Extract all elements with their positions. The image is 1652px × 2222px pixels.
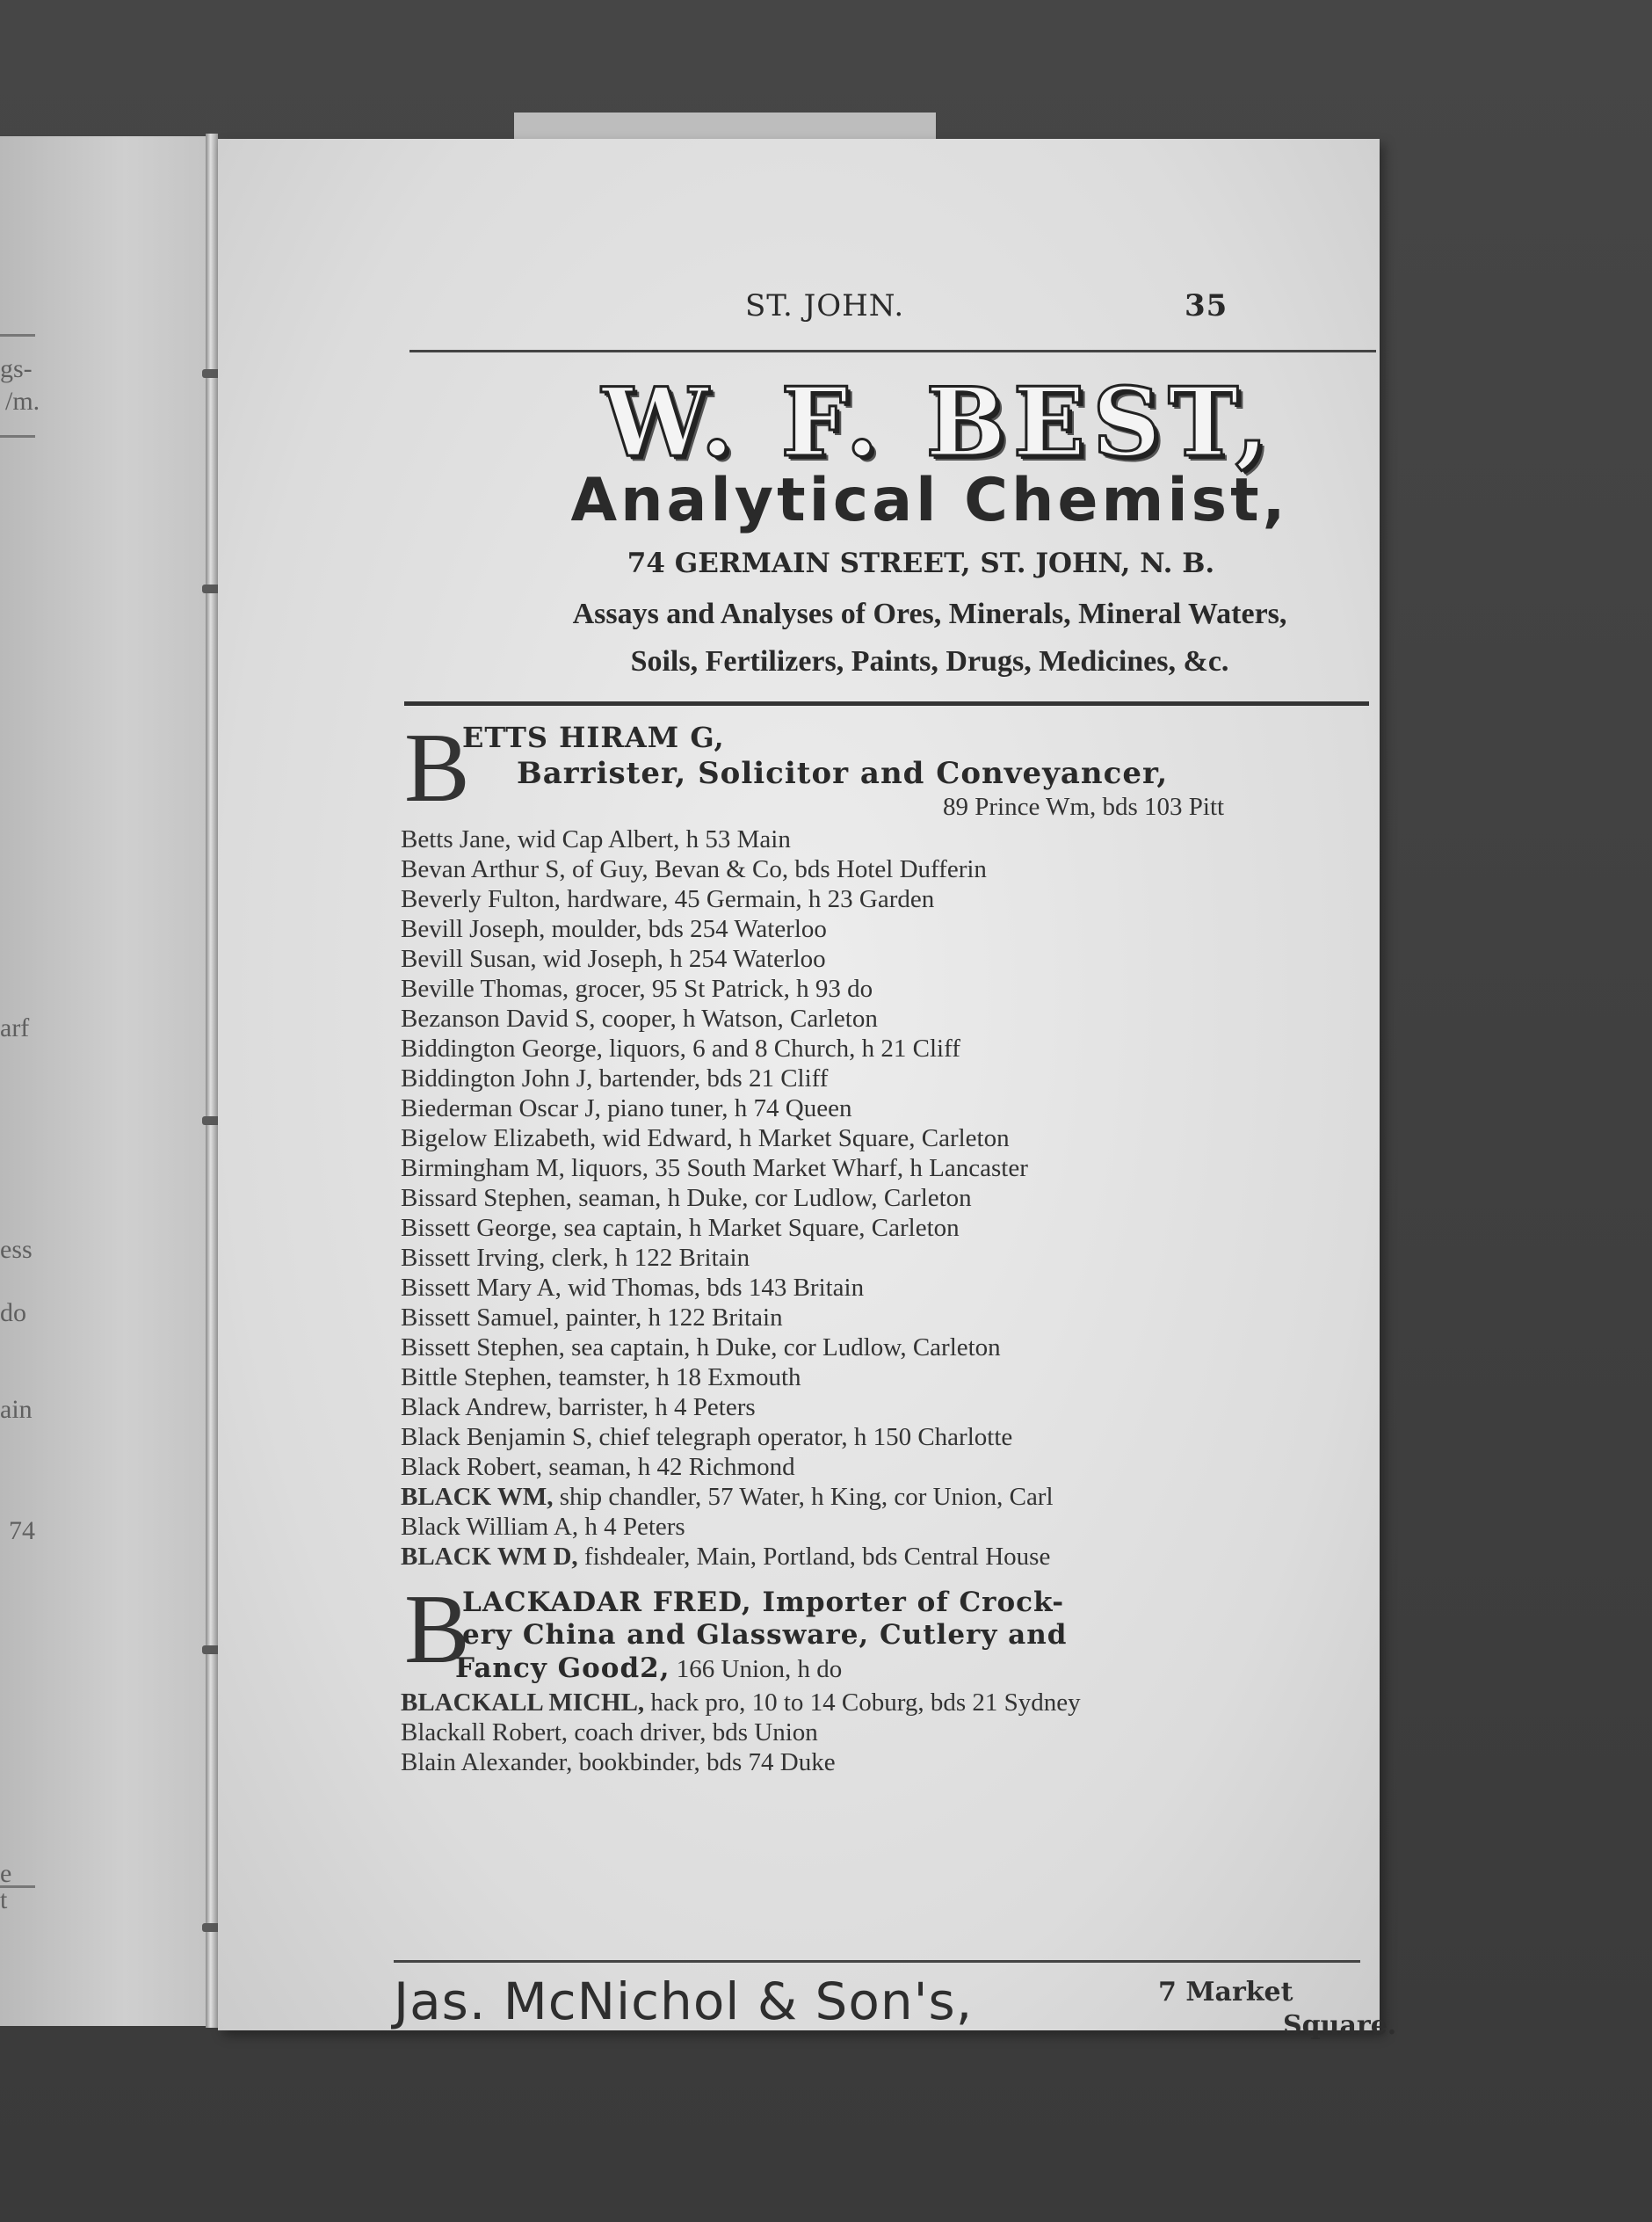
- directory-entry: [401, 1362, 801, 1392]
- directory-entry: [401, 944, 826, 974]
- entry-details: wid Edward, h Market Square, Carleton: [596, 1124, 1010, 1152]
- advertiser-name: W. F. BEST,: [601, 367, 1276, 478]
- entry-name: Bigelow Elizabeth,: [401, 1124, 597, 1152]
- directory-entry: [401, 1034, 960, 1064]
- entry-details: piano tuner, h 74 Queen: [600, 1094, 852, 1122]
- entry-details: liquors, 35 South Market Wharf, h Lancaster: [564, 1154, 1028, 1182]
- entry-name: Beville Thomas,: [401, 975, 569, 1003]
- header-rule: [409, 350, 1376, 352]
- entry-name: Bittle Stephen,: [401, 1363, 553, 1391]
- directory-entry: [401, 1392, 756, 1422]
- directory-entry: [401, 1422, 1012, 1452]
- directory-entry: [401, 1303, 783, 1332]
- entry-name: Bissett Irving,: [401, 1244, 546, 1272]
- entry-details: grocer, 95 St Patrick, h 93 do: [569, 975, 873, 1003]
- directory-entry: [401, 1213, 960, 1243]
- edge-fragment: ess: [0, 1235, 33, 1264]
- entry-details: barrister, h 4 Peters: [552, 1393, 756, 1421]
- entry-details: seaman, h Duke, cor Ludlow, Carleton: [571, 1184, 972, 1212]
- edge-fragment: e: [0, 1859, 12, 1888]
- directory-entry: [401, 1273, 864, 1303]
- edge-fragment: ain: [0, 1395, 33, 1424]
- entry-name: Blackall Robert,: [401, 1718, 569, 1746]
- entry-details: moulder, bds 254 Waterloo: [545, 915, 827, 943]
- directory-page: [218, 139, 1397, 2041]
- edge-fragment: do: [0, 1298, 26, 1327]
- entry-details: cooper, h Watson, Carleton: [595, 1005, 878, 1033]
- left-page-rule: [0, 334, 35, 337]
- directory-entry: [401, 1243, 750, 1273]
- directory-entry: [401, 1482, 1054, 1512]
- running-head-title: ST. JOHN.: [745, 288, 905, 323]
- entry-name: Biddington George,: [401, 1035, 603, 1063]
- entry-name: Bevill Joseph,: [401, 915, 546, 943]
- left-page-rule: [0, 435, 35, 438]
- entry-name: Biederman Oscar J,: [401, 1094, 601, 1122]
- entry-name: Blain Alexander,: [401, 1748, 573, 1776]
- entry-details: wid Thomas, bds 143 Britain: [561, 1274, 865, 1302]
- entry-name: Bevan Arthur S,: [401, 855, 566, 883]
- entry-details: coach driver, bds Union: [568, 1718, 818, 1746]
- entry-details: chief telegraph operator, h 150 Charlotte: [592, 1423, 1013, 1451]
- entry-details: seaman, h 42 Richmond: [542, 1453, 795, 1481]
- entry-name: Bevill Susan,: [401, 945, 537, 973]
- directory-entry: [401, 1747, 836, 1777]
- betts-hiram-name: ETTS HIRAM G,: [462, 721, 725, 754]
- footer-ad-address: 7 Market: [1158, 1977, 1293, 2008]
- betts-hiram-address: 89 Prince Wm, bds 103 Pitt: [943, 793, 1225, 821]
- footer-ad-address: Square.: [1283, 2010, 1397, 2041]
- drop-cap: B: [404, 714, 470, 823]
- edge-fragment: t: [0, 1885, 8, 1914]
- entry-details: ship chandler, 57 Water, h King, cor Union, Carl: [553, 1483, 1054, 1511]
- entry-name: Biddington John J,: [401, 1064, 593, 1093]
- directory-entry: [401, 1004, 878, 1034]
- entry-details: of Guy, Bevan & Co, bds Hotel Dufferin: [565, 855, 987, 883]
- directory-entry: [401, 1542, 1050, 1572]
- entry-details: fishdealer, Main, Portland, bds Central House: [577, 1543, 1051, 1571]
- advertiser-services-line: Assays and Analyses of Ores, Minerals, Mineral Waters,: [572, 598, 1287, 630]
- entry-name: Bissett George,: [401, 1214, 558, 1242]
- entry-name: Bissett Samuel,: [401, 1303, 560, 1332]
- directory-entry: [401, 884, 934, 914]
- directory-entry: [401, 1332, 1001, 1362]
- edge-fragment: gs-: [0, 354, 33, 383]
- page-number: 35: [1185, 288, 1228, 323]
- entry-details: bookbinder, bds 74 Duke: [572, 1748, 836, 1776]
- blackadar-line: ery China and Glassware, Cutlery and: [462, 1619, 1068, 1651]
- blackadar-goods: Fancy Good2,: [455, 1652, 670, 1684]
- blackadar-address: 166 Union, h do: [670, 1655, 843, 1683]
- directory-entry: [401, 1717, 818, 1747]
- entry-name: BLACK WM,: [401, 1483, 554, 1511]
- edge-fragment: 74: [9, 1516, 35, 1545]
- blackadar-line: LACKADAR FRED, Importer of Crock-: [462, 1587, 1065, 1618]
- footer-rule: [394, 1960, 1360, 1963]
- entry-details: bartender, bds 21 Cliff: [592, 1064, 829, 1093]
- entry-details: liquors, 6 and 8 Church, h 21 Cliff: [602, 1035, 960, 1063]
- book-spine: [206, 134, 218, 2028]
- advertiser-services-line: Soils, Fertilizers, Paints, Drugs, Medicines, &c.: [630, 645, 1229, 678]
- entry-details: painter, h 122 Britain: [559, 1303, 783, 1332]
- entry-name: Bissett Stephen,: [401, 1333, 565, 1362]
- directory-entry: [401, 1093, 851, 1123]
- directory-entry: [401, 1512, 685, 1542]
- entry-name: Beverly Fulton,: [401, 885, 562, 913]
- entry-details: hack pro, 10 to 14 Coburg, bds 21 Sydney: [644, 1688, 1081, 1717]
- directory-entry: [401, 1123, 1010, 1153]
- entry-details: wid Cap Albert, h 53 Main: [511, 825, 791, 853]
- directory-entry: [401, 1153, 1028, 1183]
- entry-name: Bissard Stephen,: [401, 1184, 572, 1212]
- entry-name: Black Benjamin S,: [401, 1423, 593, 1451]
- directory-entry: [401, 974, 873, 1004]
- entry-name: Black William A,: [401, 1513, 579, 1541]
- directory-entry: [401, 1452, 795, 1482]
- directory-entry: [401, 854, 987, 884]
- directory-entry: [401, 1688, 1081, 1717]
- entry-details: h 4 Peters: [578, 1513, 685, 1541]
- directory-entry: [401, 914, 827, 944]
- entry-details: clerk, h 122 Britain: [545, 1244, 750, 1272]
- betts-hiram-profession: Barrister, Solicitor and Conveyancer,: [517, 756, 1169, 791]
- footer-ad-name: Jas. McNichol & Son's,: [394, 1971, 974, 2031]
- advertiser-address: 74 GERMAIN STREET, ST. JOHN, N. B.: [627, 548, 1215, 579]
- footer-advertisement: [394, 1971, 1466, 2051]
- entry-name: BLACK WM D,: [401, 1543, 578, 1571]
- entry-details: sea captain, h Market Square, Carleton: [557, 1214, 960, 1242]
- entry-name: BLACKALL MICHL,: [401, 1688, 645, 1717]
- entry-details: sea captain, h Duke, cor Ludlow, Carleton: [564, 1333, 1001, 1362]
- entry-name: Black Andrew,: [401, 1393, 553, 1421]
- entry-name: Black Robert,: [401, 1453, 543, 1481]
- entry-name: Betts Jane,: [401, 825, 511, 853]
- entry-name: Bezanson David S,: [401, 1005, 596, 1033]
- entry-details: hardware, 45 Germain, h 23 Garden: [561, 885, 935, 913]
- facing-page-edge: [0, 136, 209, 2026]
- blackadar-line: [455, 1652, 842, 1684]
- entry-name: Bissett Mary A,: [401, 1274, 562, 1302]
- entry-name: Birmingham M,: [401, 1154, 565, 1182]
- advertiser-title: Analytical Chemist,: [570, 466, 1289, 535]
- directory-entry: [401, 1183, 972, 1213]
- directory-entry: [401, 824, 791, 854]
- edge-fragment: /m.: [5, 387, 40, 416]
- entry-details: teamster, h 18 Exmouth: [552, 1363, 801, 1391]
- directory-entry: [401, 1064, 828, 1093]
- drop-cap: B: [404, 1575, 470, 1684]
- edge-fragment: arf: [0, 1013, 30, 1042]
- ad-bottom-rule: [404, 701, 1369, 706]
- entry-details: wid Joseph, h 254 Waterloo: [536, 945, 826, 973]
